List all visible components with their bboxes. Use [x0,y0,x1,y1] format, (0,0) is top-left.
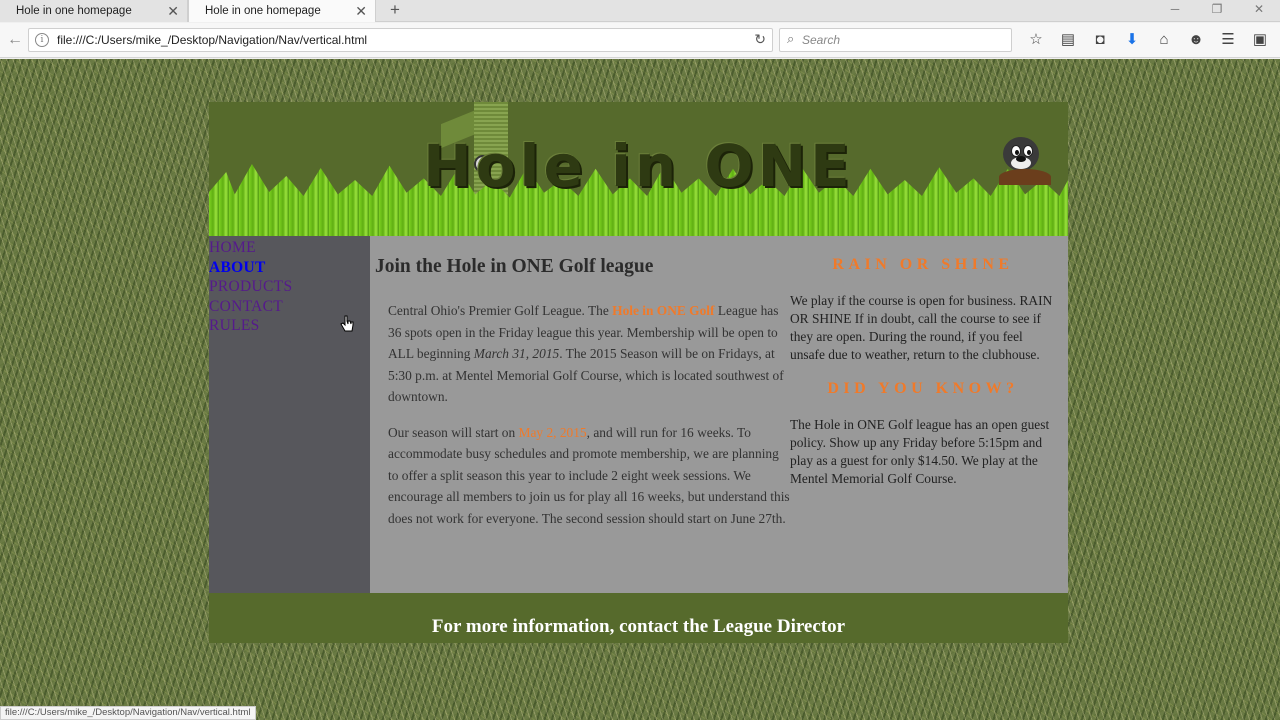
hand-cursor-icon [340,315,354,335]
league-name-highlight: Hole in ONE Golf [612,303,715,318]
search-input[interactable] [802,29,1007,51]
restore-icon[interactable]: ❐ [1211,2,1223,16]
download-icon[interactable]: ⬇ [1125,31,1139,48]
nav-link-contact[interactable]: CONTACT [209,297,284,315]
back-arrow-icon[interactable]: ← [7,31,23,48]
window-controls [1154,0,1280,22]
mole-mascot-icon [999,135,1043,183]
reading-list-icon[interactable]: ▤ [1060,31,1076,48]
toolbar-icons [1020,30,1276,50]
navigation-bar [0,23,1280,58]
vertical-nav [209,236,370,593]
banner-title: Hole in ONE [423,132,854,200]
tab-hole-in-one-2[interactable] [188,0,376,22]
info-icon[interactable]: i [35,33,49,47]
extension-icon[interactable]: ▣ [1252,31,1268,48]
rain-or-shine-text: We play if the course is open for business. RAIN OR SHINE If in doubt, call the course to see if they are open. During the round, if you feel unsafe due to weather, return to the clubhouse. [790,293,1053,362]
sidebar-info [790,236,1068,593]
intro-paragraph: Central Ohio's Premier Golf League. The Hole in ONE Golf League has 36 spots open in the Friday league this year. Membership will be open to ALL beginning March 31, 2015. The 2015 Season will be on Fridays, at 5:30 p.m. at Mentel Memorial Golf Course, which is located southwest of downtown. [388,303,784,404]
close-icon[interactable]: ✕ [167,3,179,19]
status-link-preview: file:///C:/Users/mike_/Desktop/Navigation/Nav/vertical.html [0,706,256,720]
main-row [209,236,1068,593]
season-start-date: May 2, 2015 [518,424,587,440]
nav-link-rules[interactable]: RULES [209,317,260,334]
footer: For more information, contact the League Director [209,593,1068,643]
season-paragraph: Our season will start on May 2, 2015, and will run for 16 weeks. To accommodate busy schedules and promote membership, we are planning to offer a split season this year to include 2 eight week sessions. We encourage all members to join us for play all 16 weeks, but understand this does not work for everyone. The second session should start on June 27th. [388,424,790,526]
rain-or-shine-heading: RAIN OR SHINE [832,256,1014,273]
nav-link-home[interactable]: HOME [209,239,256,256]
address-bar[interactable] [28,28,773,52]
open-date: March 31, 2015 [473,346,560,361]
chat-icon[interactable]: ☻ [1188,31,1204,48]
nav-link-about[interactable]: ABOUT [209,258,266,276]
minimize-icon[interactable]: ─ [1170,2,1180,16]
reload-icon[interactable]: ↻ [754,31,766,47]
pocket-icon[interactable]: ◘ [1095,31,1105,48]
tab-hole-in-one-1[interactable] [0,0,188,22]
window-close-icon[interactable]: ✕ [1253,2,1265,16]
did-you-know-heading: DID YOU KNOW? [827,380,1019,397]
did-you-know-text: The Hole in ONE Golf league has an open guest policy. Show up any Friday before 5:15pm and play as a guest for only $14.50. We play at the Mentel Memorial Golf Course. [790,417,1050,486]
close-icon[interactable]: ✕ [355,3,367,19]
star-icon[interactable]: ☆ [1029,31,1043,48]
page-heading: Join the Hole in ONE Golf league [375,256,654,277]
search-icon: ⌕ [787,31,795,46]
main-content [370,236,790,593]
tab-bar [0,0,1280,22]
nav-link-products[interactable]: PRODUCTS [209,278,293,295]
home-icon[interactable]: ⌂ [1159,31,1169,48]
menu-icon[interactable]: ☰ [1221,31,1235,48]
tab-label: Hole in one homepage [16,5,132,17]
search-box[interactable] [779,28,1012,52]
site-wrapper [209,102,1068,643]
url-text[interactable]: file:///C:/Users/mike_/Desktop/Navigation/Nav/vertical.html [57,33,368,47]
page-viewport [0,59,1280,720]
new-tab-button[interactable]: + [390,0,400,19]
banner [209,102,1068,236]
tab-label: Hole in one homepage [205,5,321,17]
